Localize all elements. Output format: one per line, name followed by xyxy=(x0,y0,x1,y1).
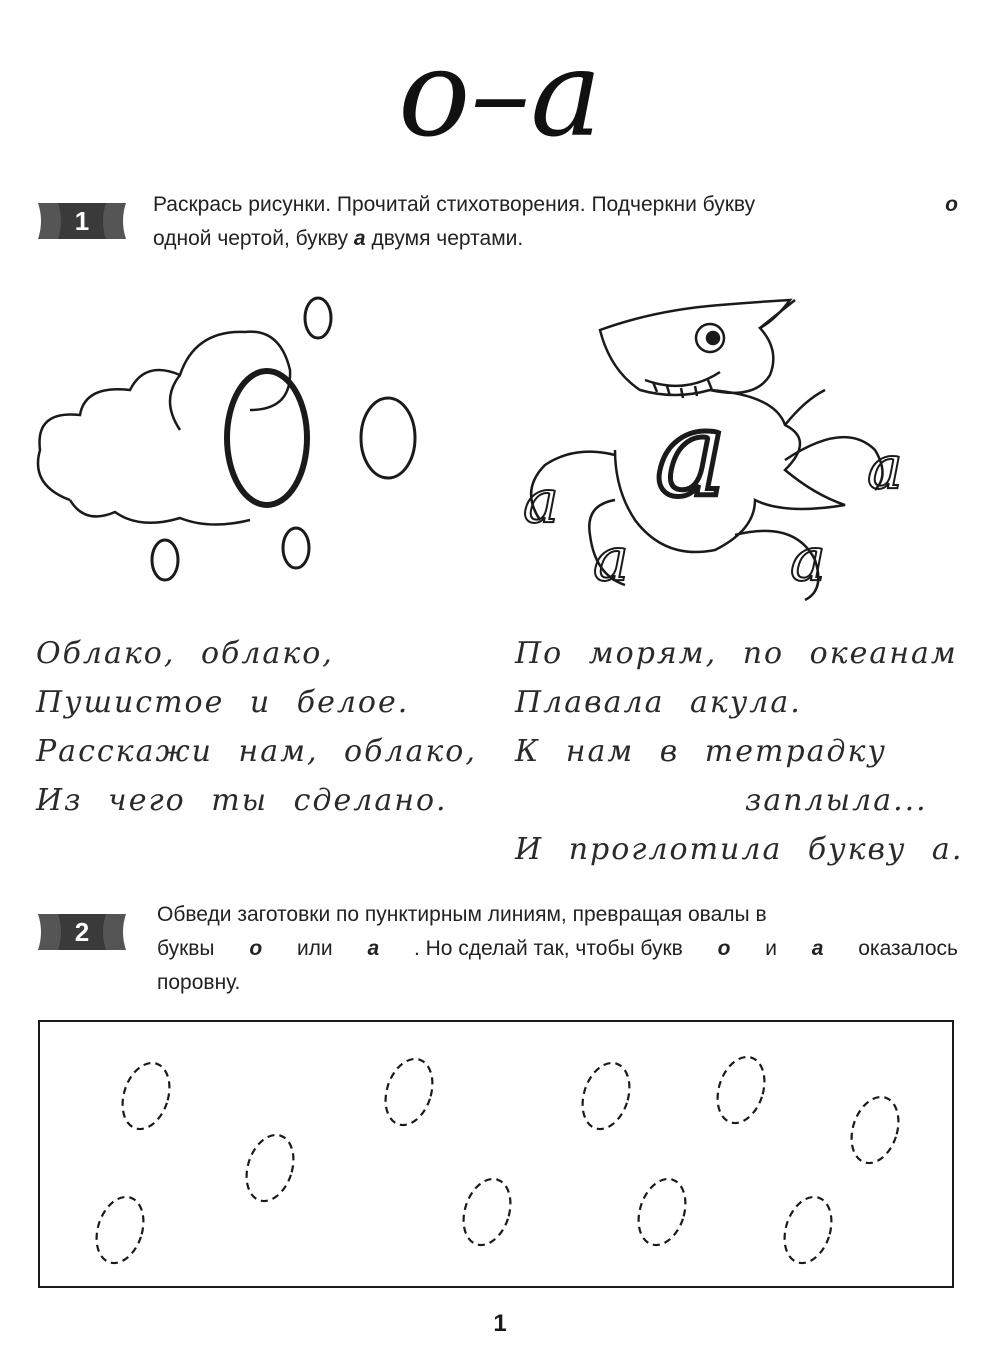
dashed-oval-icon xyxy=(710,1051,773,1129)
svg-text:a: a xyxy=(790,525,826,595)
svg-text:a: a xyxy=(655,385,727,524)
poem-left-line: Из чего ты сделано. xyxy=(36,783,448,818)
letter-a: а xyxy=(353,227,366,250)
letter-o: о xyxy=(249,937,263,960)
task-1-number: 1 xyxy=(74,206,90,236)
task-1-text-line1: Раскрась рисунки. Прочитай стихотворения. Подчеркни букву xyxy=(153,193,756,216)
dashed-ovals xyxy=(38,1020,954,1288)
task-2-badge xyxy=(34,912,130,952)
dashed-oval-icon xyxy=(239,1129,302,1207)
task-1-instructions xyxy=(153,188,958,256)
svg-text:a: a xyxy=(523,467,559,537)
task-1-text-line2a: одной чертой, букву xyxy=(153,227,349,250)
dashed-oval-icon xyxy=(631,1173,694,1251)
task-1-text-line2b: двумя чертами. xyxy=(371,227,524,250)
letter-a: а xyxy=(811,937,824,960)
poem-right-line: По морям, по океанам xyxy=(515,636,958,671)
task-2-text-or: или xyxy=(296,937,333,960)
task-2-text-line2c: оказалось xyxy=(858,937,958,960)
svg-text:a: a xyxy=(593,525,629,595)
dashed-oval-icon xyxy=(115,1057,178,1135)
poem-right-line: И проглотила букву а. xyxy=(515,832,964,867)
task-2-text-and: и xyxy=(765,937,777,960)
poem-right-line: заплыла... xyxy=(745,783,928,818)
letter-a: а xyxy=(367,937,380,960)
shark-illustration xyxy=(515,290,935,610)
poem-left-line: Облако, облако, xyxy=(36,636,334,671)
task-2-text-line2a: буквы xyxy=(157,937,215,960)
svg-text:a: a xyxy=(867,433,903,503)
poem-right xyxy=(515,636,964,881)
cloud-illustration xyxy=(30,290,450,590)
dashed-oval-icon xyxy=(378,1053,441,1131)
poem-left xyxy=(36,636,477,832)
dashed-oval-icon xyxy=(575,1057,638,1135)
letter-o: о xyxy=(945,193,958,216)
task-2-text-line2b: . Но сделай так, чтобы букв xyxy=(413,937,683,960)
page-number: 1 xyxy=(493,1310,507,1337)
task-2-instructions xyxy=(157,898,958,1000)
poem-left-line: Расскажи нам, облако, xyxy=(36,734,477,769)
dashed-oval-icon xyxy=(456,1173,519,1251)
task-2-number: 2 xyxy=(74,917,90,947)
dashed-oval-icon xyxy=(89,1191,152,1269)
task-2-text-line1: Обведи заготовки по пунктирным линиям, превращая овалы в xyxy=(157,903,767,926)
letter-o: о xyxy=(717,937,731,960)
task-2-text-line3: поровну. xyxy=(157,971,241,994)
poem-right-line: К нам в тетрадку xyxy=(515,734,887,769)
task-1-badge xyxy=(34,201,130,241)
dashed-oval-icon xyxy=(844,1091,907,1169)
dashed-oval-icon xyxy=(777,1191,840,1269)
poem-right-line: Плавала акула. xyxy=(515,685,802,720)
page-title: о–а xyxy=(398,25,602,164)
poem-left-line: Пушистое и белое. xyxy=(36,685,410,720)
